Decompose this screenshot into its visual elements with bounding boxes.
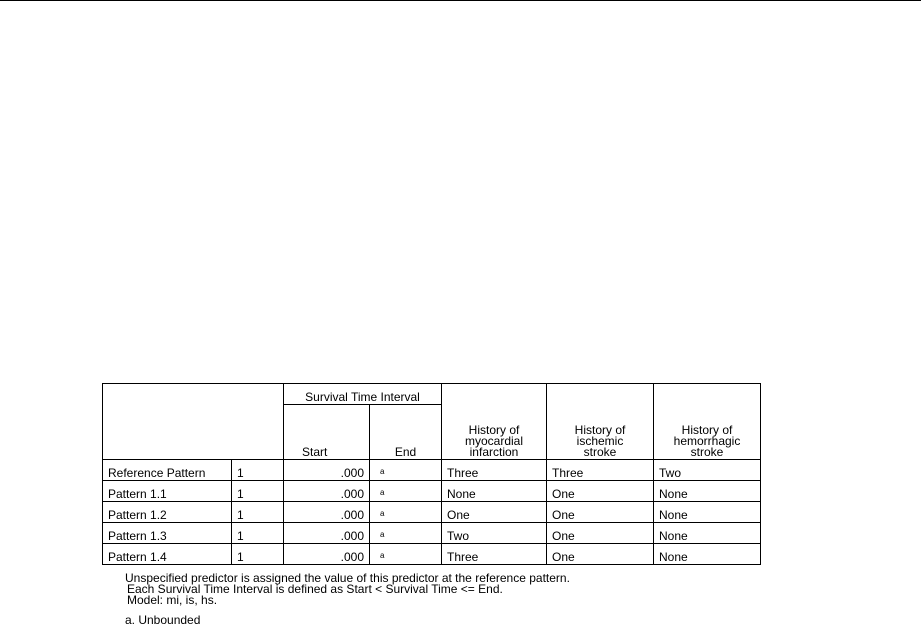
table-row [103, 481, 761, 502]
stratum-cell: 1 [232, 460, 284, 481]
start-cell: .000 [284, 544, 370, 565]
end-cell [370, 502, 442, 523]
start-header: Start [284, 405, 370, 460]
footnote-line-2: Each Survival Time Interval is defined as Start < Survival Time <= End. [127, 582, 503, 596]
row-label: Pattern 1.2 [103, 502, 232, 523]
footnote-marker: a [380, 509, 385, 518]
hs-cell: None [654, 502, 761, 523]
start-cell: .000 [284, 481, 370, 502]
stratum-cell: 1 [232, 544, 284, 565]
is-cell: One [547, 502, 654, 523]
mi-cell: None [442, 481, 547, 502]
start-cell: .000 [284, 502, 370, 523]
top-divider [0, 0, 921, 1]
is-cell: One [547, 523, 654, 544]
footnote-marker: a [380, 467, 385, 476]
table-row [103, 544, 761, 565]
row-label: Pattern 1.4 [103, 544, 232, 565]
is-header-line-2: ischemic [576, 434, 624, 448]
table-row [103, 460, 761, 481]
footnote-marker: a [380, 530, 385, 539]
end-header: End [370, 405, 442, 460]
hs-cell: None [654, 523, 761, 544]
row-label: Pattern 1.1 [103, 481, 232, 502]
hs-header-line-3: stroke [690, 445, 724, 459]
hs-cell: None [654, 544, 761, 565]
end-cell [370, 460, 442, 481]
end-cell [370, 544, 442, 565]
table-row [103, 502, 761, 523]
stratum-cell: 1 [232, 481, 284, 502]
footnote-marker: a [380, 551, 385, 560]
footnote-marker: a [380, 488, 385, 497]
mi-cell: Three [442, 460, 547, 481]
is-cell: One [547, 544, 654, 565]
stratum-cell: 1 [232, 523, 284, 544]
header-row-1 [103, 384, 761, 405]
footnote-a: a. Unbounded [125, 613, 201, 627]
mi-cell: One [442, 502, 547, 523]
hs-header [654, 384, 761, 460]
is-header-line-1: History of [574, 423, 626, 437]
stratum-cell: 1 [232, 502, 284, 523]
mi-header-line-3: infarction [469, 445, 519, 459]
table-row [103, 523, 761, 544]
table-footnotes [125, 573, 570, 626]
row-label: Reference Pattern [103, 460, 232, 481]
hs-header-line-2: hemorrhagic [673, 434, 741, 448]
pattern-values-table [102, 383, 761, 565]
survival-interval-header: Survival Time Interval [284, 384, 442, 405]
hs-header-line-1: History of [681, 423, 733, 437]
is-cell: One [547, 481, 654, 502]
mi-cell: Two [442, 523, 547, 544]
end-cell [370, 481, 442, 502]
mi-header-line-2: myocardial [464, 434, 524, 448]
mi-cell: Three [442, 544, 547, 565]
row-label: Pattern 1.3 [103, 523, 232, 544]
footnote-line-1: Unspecified predictor is assigned the value of this predictor at the reference pattern. [125, 571, 570, 585]
mi-header [442, 384, 547, 460]
is-cell: Three [547, 460, 654, 481]
start-cell: .000 [284, 523, 370, 544]
footnote-line-3: Model: mi, is, hs. [127, 593, 218, 607]
corner-cell [103, 384, 284, 460]
end-cell [370, 523, 442, 544]
hs-cell: Two [654, 460, 761, 481]
mi-header-line-1: History of [468, 423, 520, 437]
is-header [547, 384, 654, 460]
start-cell: .000 [284, 460, 370, 481]
is-header-line-3: stroke [583, 445, 617, 459]
hs-cell: None [654, 481, 761, 502]
